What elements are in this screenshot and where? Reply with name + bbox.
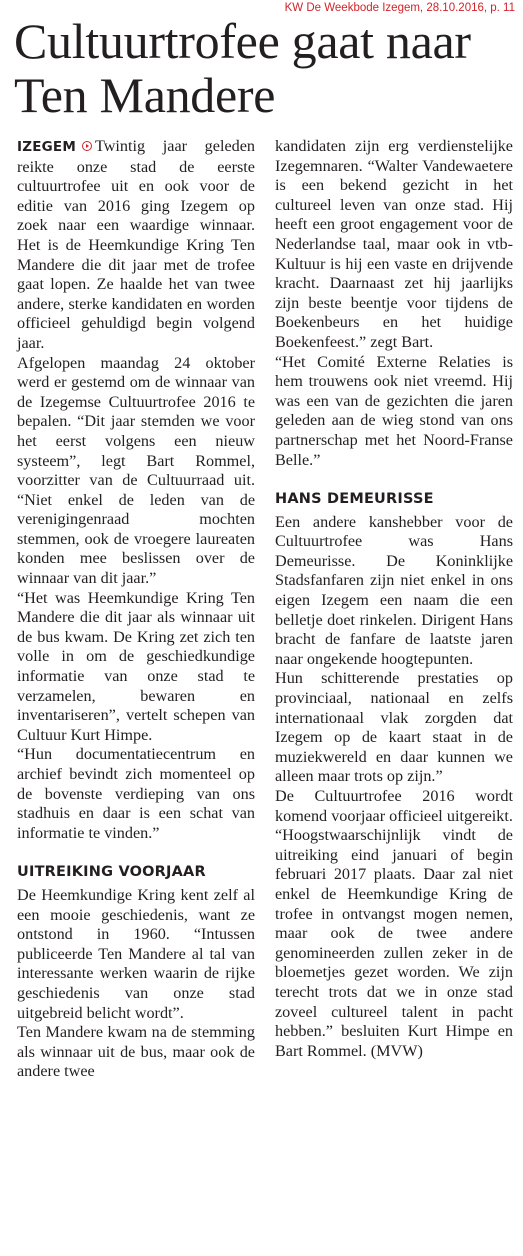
subheading-demeurisse: HANS DEMEURISSE [275, 491, 434, 508]
article-paragraph: Hun schitterende prestaties op provinciaal, nationaal en zelfs internationaal vlak zorgden dat Izegem op de kaart staat in de muziekwereld en daar kunnen we alleen maar trots op zijn.” [275, 669, 513, 786]
dateline: IZEGEM [17, 139, 76, 155]
article-paragraph: “Hun documentatiecentrum en archief bevindt zich momenteel op de bovenste verdieping van ons stadhuis en daar is een schat van informatie te vinden.” [17, 745, 255, 842]
article-paragraph: Een andere kanshebber voor de Cultuurtrofee was Hans Demeurisse. De Koninklijke Stadsfanfaren zijn niet enkel in ons eigen Izegem een naam die een belletje doet rinkelen. Dirigent Hans bracht de fanfare de laatste jaren naar ongekende hoogtepunten. [275, 512, 513, 668]
subheading-uitreiking: UITREIKING VOORJAAR [17, 864, 206, 881]
article-headline: Cultuurtrofee gaat naar Ten Mandere [14, 13, 471, 123]
article-paragraph: De Cultuurtrofee 2016 wordt komend voorjaar officieel uitgereikt. [275, 787, 513, 825]
source-citation: KW De Weekbode Izegem, 28.10.2016, p. 11 [284, 2, 515, 14]
paragraph-text: Twintig jaar geleden reikte onze stad de eerste cultuurtrofee uit en ook voor de editie van 2016 ging Izegem op zoek naar een waardige winnaar. Het is de Heemkundige Kring Ten Mandere die dit jaar met de trofee gaat lopen. Ze haalde het van twee andere, sterke kandidaten en worden officieel gehuldigd begin volgend jaar. [17, 137, 255, 352]
article-paragraph: “Het was Heemkundige Kring Ten Mandere die dit jaar als winnaar uit de bus kwam. De Kring zet zich ten volle in om de geschiedkundige informatie van onze stad te verzamelen, bewaren en inventariseren”, vertelt schepen van Cultuur Kurt Himpe. [17, 588, 255, 744]
article-paragraph: De Heemkundige Kring kent zelf al een mooie geschiedenis, want ze ontstond in 1960. “Intussen publiceerde Ten Mandere al tal van interessante werken waarin de rijke geschiedenis van onze stad uitgebreid belicht wordt”. [17, 885, 255, 1022]
article-paragraph: Afgelopen maandag 24 oktober werd er gestemd om de winnaar van de Izegemse Cultuurtrofee 2016 te bepalen. “Dit jaar stemden we voor het eerst volgens een nieuw systeem”, legt Bart Rommel, voorzitter van de Cultuurraad uit. “Niet enkel de leden van de verenigingenraad mochten stemmen, ook de vroegere laureaten konden mee beslissen over de winnaar van dit jaar.” [17, 353, 255, 588]
article-paragraph: Ten Mandere kwam na de stemming als winnaar uit de bus, maar ook de andere twee [17, 1023, 255, 1081]
article-paragraph [17, 137, 255, 354]
article-paragraph: “Hoogstwaarschijnlijk vindt de uitreiking eind januari of begin februari 2017 plaats. Daar zal niet enkel de Heemkundige Kring de trofee in ontvangst mogen nemen, maar ook de twee andere genomineerden zullen zeker in de bloemetjes gezet worden. We zijn terecht trots dat we in onze stad zoveel cultureel talent in pacht hebben.” besluiten Kurt Himpe en Bart Rommel. (MVW) [275, 826, 513, 1060]
article-column-right [275, 137, 513, 1061]
article-paragraph: kandidaten zijn erg verdienstelijke Izegemnaren. “Walter Vandewaetere is een bekend gezicht in het cultureel leven van onze stad. Hij heeft een groot engagement voor de Nederlandse taal, maar ook in vtb-Kultuur is hij een vaste en drijvende kracht. Daarnaast zet hij jaarlijks zijn beste beentje voor tijdens de Boekenbeurs en het huidige Boekenfeest.” zegt Bart. [275, 137, 513, 351]
article-paragraph: “Het Comité Externe Relaties is hem trouwens ook niet vreemd. Hij was een van de gezichten die jaren geleden aan de wieg stond van ons partnerschap met het Noord-Franse Belle.” [275, 352, 513, 469]
article-column-left [17, 137, 255, 1082]
arrow-circle-icon [82, 141, 92, 151]
